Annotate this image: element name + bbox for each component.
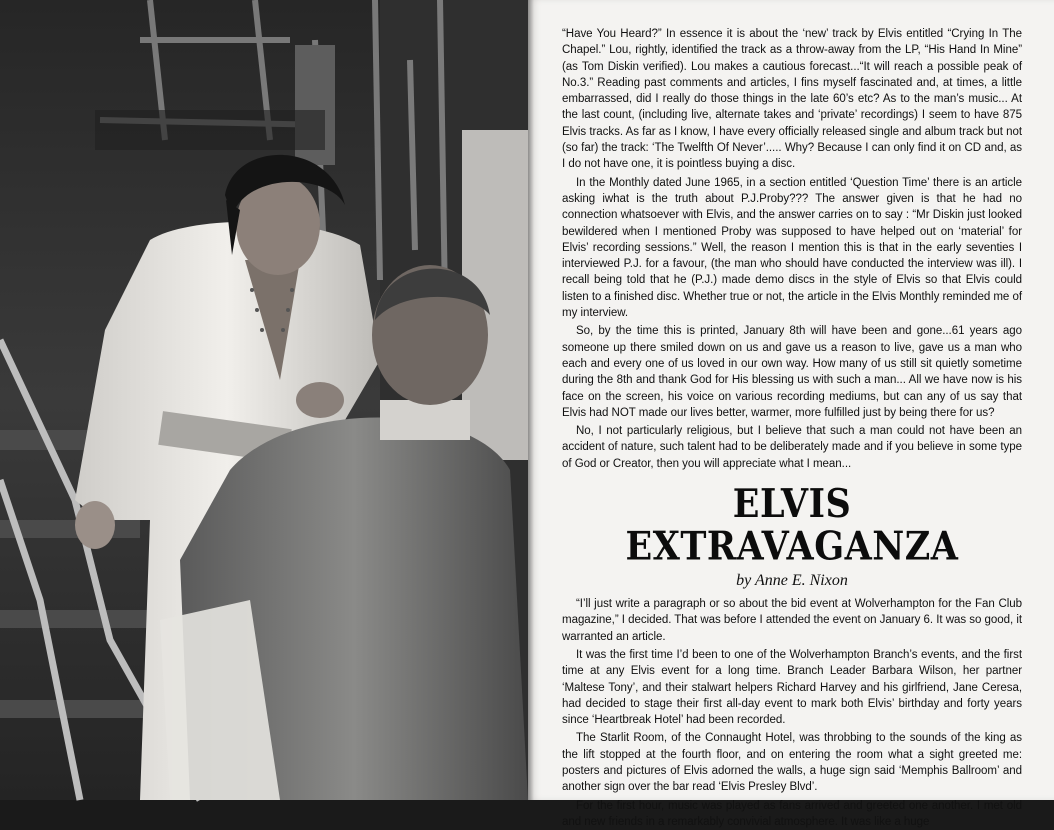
article-byline: by Anne E. Nixon — [736, 572, 848, 590]
body-paragraph: The Starlit Room, of the Connaught Hotel, was throbbing to the sounds of the king as the lift stopped at the fourth floor, and on entering the room what a sight greeted me: posters and pictures of Elvis adorned the walls, a huge sign said ‘Memphis Ballroom’ and another sign over the bar read ‘Elvis Presley Blvd’. — [562, 732, 1022, 794]
body-paragraph: “I’ll just write a paragraph or so about the bid event at Wolverhampton for the Fan Club magazine,” I decided. That was before I attended the event on January 6. It was so good, it warranted an article. — [562, 598, 1022, 643]
intro-paragraph: No, I not particularly religious, but I believe that such a man could not have been an accident of nature, such talent had to be deliberately made and if you believe in some type of God or Creator, then you will appreciate what I mean... — [562, 425, 1022, 470]
intro-paragraph: “Have You Heard?” In essence it is about the ‘new’ track by Elvis entitled “Crying In The Chapel.” Lou, rightly, identified the track as a throw-away from the LP, “His Hand In Mine” (as Tom Diskin verified). Lou makes a cautious forecast...“It will reach a possible peak of No.3.” Reading past comments and articles, I fins myself fascinated and, at times, a little embarrassed, did I really do those things in the late 60’s etc? As to the man’s music... At the last count, (including live, alternate takes and ‘private’ recordings) I seem to have 875 Elvis tracks. As far as I know, I have every officially released single and album track but not (so far) the track: ‘The Twelfth Of Never’..... Why? Because I can only find it on CD and, as I do not have one, it is pointless buying a disc. — [562, 28, 1022, 171]
intro-paragraph: In the Monthly dated June 1965, in a section entitled ‘Question Time’ there is an article asking iwhat is the truth about P.J.Proby??? The answer given is that he had no connection whatsoever with Elvis, and the answer carries on to say : “Mr Diskin just looked bewildered when I mentioned Proby was supposed to have helped out on ‘material’ for Elvis’ recording sessions.” Well, the reason I mention this is that in the early seventies I interviewed P.J. for a favour, (the man who should have conducted the interview was ill). I recall being told that he (P.J.) made demo discs in the style of Elvis so that Elvis could listen to a finished disc. Whether true or not, the article in the Elvis Monthly reminded me of my interview. — [562, 176, 1022, 320]
article-page — [528, 0, 1054, 828]
body-paragraph: It was the first time I’d been to one of the Wolverhampton Branch’s events, and the first time at any Elvis event for a long time. Branch Leader Barbara Wilson, her partner ‘Maltese Tony’, and their stalwart helpers Richard Harvey and his girlfriend, Jane Ceresa, had decided to stage their first all-day event to mark both Elvis’ birthday and forty years since ‘Heartbreak Hotel’ had been recorded. — [562, 648, 1022, 727]
concert-photograph — [0, 0, 528, 800]
body-paragraph: For the first hour, music was played as fans arrived and greeted one another. I met old and new friends in a remarkably convivial atmosphere. It was like a huge — [562, 799, 1022, 828]
intro-paragraph: So, by the time this is printed, January 8th will have been and gone...61 years ago someone up there smiled down on us and gave us a reason to live, gave us a man who each and every one of us loved in our own way. How many of us still sit quietly sometime during the 8th and thank God for His blessing us with such a man... All we have now is his face on the screen, his voice on various recording mediums, but can any of us say that Elvis had NOT made our lives better, warmer, more fulfilled just by being there for us? — [562, 325, 1022, 419]
photo-illustration — [0, 0, 528, 800]
article-headline: ELVIS EXTRAVAGANZA — [625, 481, 959, 570]
page-gutter-shadow — [528, 0, 534, 800]
